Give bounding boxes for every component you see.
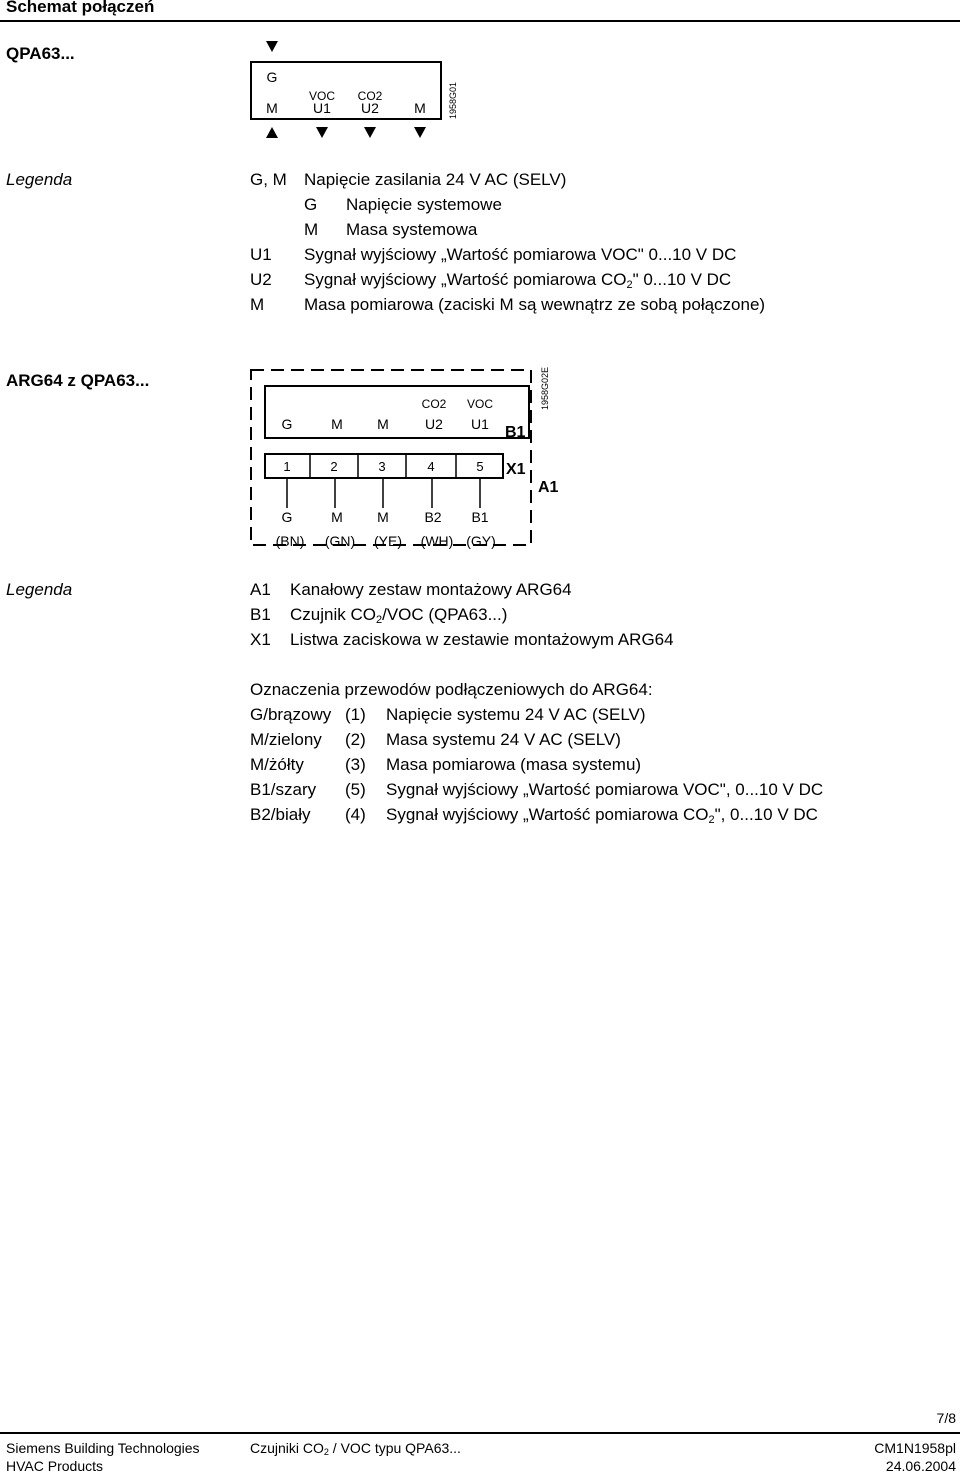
strip-number: 5 xyxy=(476,459,484,474)
figure-code: 1958G02E xyxy=(540,366,550,410)
legend-key: G xyxy=(304,195,318,214)
strip-number: 4 xyxy=(427,459,435,474)
legend-text: Kanałowy zestaw montażowy ARG64 xyxy=(290,580,572,599)
legend-key: U1 xyxy=(250,245,272,264)
wire-description: Masa pomiarowa (masa systemu) xyxy=(386,755,642,774)
wire-description: Napięcie systemu 24 V AC (SELV) xyxy=(386,705,646,724)
wire-number: (3) xyxy=(345,755,366,774)
wire-number: (1) xyxy=(345,705,366,724)
terminal-label: U2 xyxy=(361,100,379,116)
terminal-label: U1 xyxy=(471,416,489,432)
wire-color: (BN) xyxy=(275,533,305,549)
arrow-down-icon xyxy=(316,127,328,138)
terminal-label: G xyxy=(281,416,293,432)
legend-text: Czujnik $CO_2$/VOC (QPA63...) xyxy=(290,605,508,626)
sensor-label: B1 xyxy=(505,424,526,441)
wire-color: (GY) xyxy=(466,533,496,549)
footer-doc-code: CM1N1958pl xyxy=(874,1440,956,1456)
wire-name: B1/szary xyxy=(250,780,317,799)
legend-text: Sygnał wyjściowy „Wartość pomiarowa VOC" 0...10 V DC xyxy=(304,245,737,264)
figure-code: 1958G01 xyxy=(448,81,458,119)
legend-text: Sygnał wyjściowy „Wartość pomiarowa $CO_2$" 0...10 V DC xyxy=(304,270,732,291)
legend-key: A1 xyxy=(250,580,271,599)
page-title: Schemat połączeń xyxy=(6,0,155,16)
wire-number: (5) xyxy=(345,780,366,799)
legend-key: M xyxy=(250,295,265,314)
strip-number: 2 xyxy=(330,459,338,474)
legend-text: Listwa zaciskowa w zestawie montażowym ARG64 xyxy=(290,630,674,649)
legend-text: Masa pomiarowa (zaciski M są wewnątrz ze sobą połączone) xyxy=(304,295,766,314)
terminal-label: M xyxy=(331,416,343,432)
wire-color: (GN) xyxy=(324,533,356,549)
terminal-label: U2 xyxy=(425,416,443,432)
legend-key: G, M xyxy=(250,170,287,189)
wire-color: (YE) xyxy=(374,533,402,549)
wire-label: B2 xyxy=(424,509,442,525)
page-number: 7/8 xyxy=(936,1410,956,1426)
wire-description: Sygnał wyjściowy „Wartość pomiarowa VOC", 0...10 V DC xyxy=(386,780,824,799)
sensor-box xyxy=(265,386,529,438)
wire-name: M/żółty xyxy=(250,755,304,774)
arrow-down-icon xyxy=(414,127,426,138)
arrow-down-icon xyxy=(266,41,278,52)
legend-key: U2 xyxy=(250,270,272,289)
wire-name: M/zielony xyxy=(250,730,322,749)
arrow-down-icon xyxy=(364,127,376,138)
legend-key: X1 xyxy=(250,630,271,649)
diagram-arg64 xyxy=(251,367,559,549)
footer-rule xyxy=(0,1432,960,1434)
legend-key: M xyxy=(304,220,319,239)
arrow-up-icon xyxy=(266,127,278,138)
footer-doc-title: Czujniki CO2 / VOC typu QPA63... xyxy=(250,1440,461,1457)
wire-name: B2/biały xyxy=(250,805,311,824)
wire-label: G xyxy=(281,509,293,525)
section-label-qpa63: QPA63... xyxy=(6,44,75,63)
terminal-label: U1 xyxy=(313,100,331,116)
footer-company: Siemens Building Technologies xyxy=(6,1440,200,1456)
footer-division: HVAC Products xyxy=(6,1458,103,1474)
wiring-title: Oznaczenia przewodów podłączeniowych do ARG64: xyxy=(250,680,653,699)
terminal-sublabel: VOC xyxy=(308,89,336,103)
terminal-sublabel: CO2 xyxy=(357,89,383,103)
strip-number: 3 xyxy=(378,459,386,474)
wire-label: B1 xyxy=(471,509,489,525)
assembly-label: A1 xyxy=(538,479,559,496)
terminal-label: M xyxy=(414,100,426,116)
legend-key: B1 xyxy=(250,605,271,624)
legend-label: Legenda xyxy=(6,580,73,599)
wire-label: M xyxy=(377,509,389,525)
strip-label: X1 xyxy=(506,461,526,478)
section-label-arg64: ARG64 z QPA63... xyxy=(6,371,150,390)
wire-label: M xyxy=(331,509,343,525)
terminal-sublabel: CO2 xyxy=(421,397,447,411)
wire-description: Sygnał wyjściowy „Wartość pomiarowa $CO_2$", 0...10 V DC xyxy=(386,805,818,826)
wire-description: Masa systemu 24 V AC (SELV) xyxy=(386,730,621,749)
wire-number: (4) xyxy=(345,805,366,824)
diagram1-box xyxy=(251,62,441,119)
legend-text: Napięcie systemowe xyxy=(346,195,502,214)
wire-name: G/brązowy xyxy=(250,705,332,724)
terminal-label: M xyxy=(266,100,278,116)
wire-color: (WH) xyxy=(420,533,454,549)
terminal-label: G xyxy=(266,69,278,85)
wire-number: (2) xyxy=(345,730,366,749)
footer-date: 24.06.2004 xyxy=(885,1458,956,1474)
terminal-label: M xyxy=(377,416,389,432)
diagram-qpa63 xyxy=(251,41,458,138)
strip-number: 1 xyxy=(283,459,291,474)
terminal-sublabel: VOC xyxy=(466,397,494,411)
legend-text: Napięcie zasilania 24 V AC (SELV) xyxy=(304,170,567,189)
legend-text: Masa systemowa xyxy=(346,220,478,239)
legend-label: Legenda xyxy=(6,170,73,189)
